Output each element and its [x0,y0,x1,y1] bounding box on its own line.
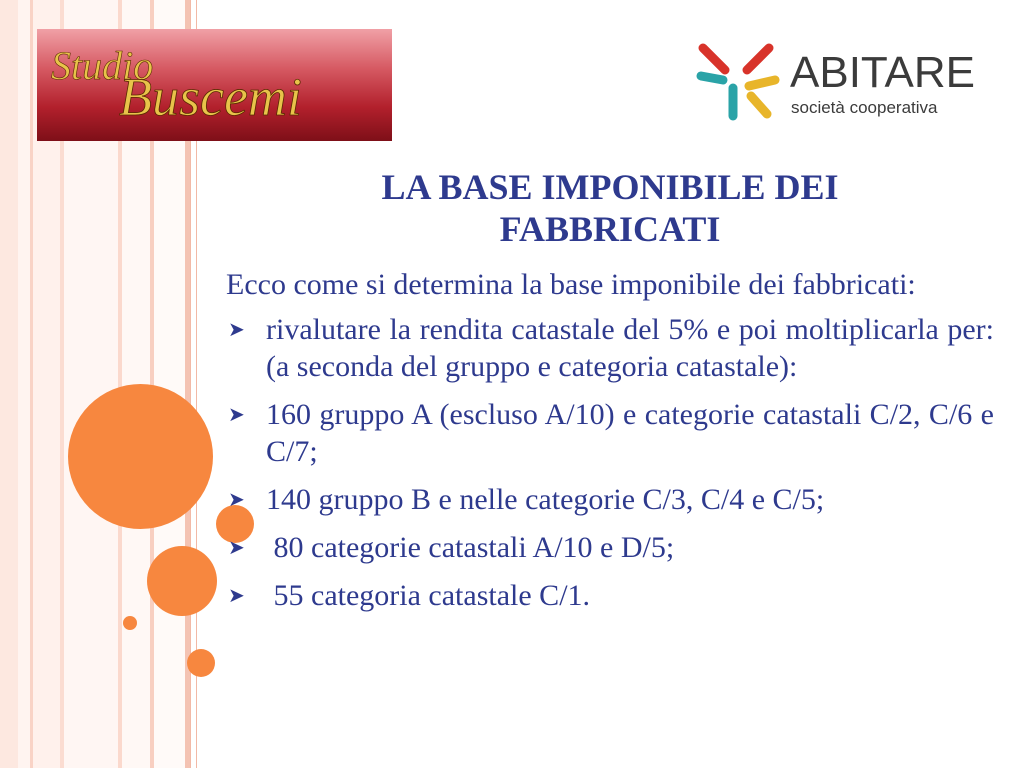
large-circle-decoration [68,384,213,529]
intro-text: Ecco come si determina la base imponibile dei fabbricati: [226,268,916,301]
arrowhead-bullet-icon: ➤ [228,404,245,426]
bullet-text: 55 categoria catastale C/1. [266,579,591,612]
abitare-symbol-icon [695,40,785,122]
tiny-circle-decoration [123,616,137,630]
arrowhead-bullet-icon: ➤ [228,489,245,511]
small-circle-decoration [187,649,215,677]
bullet-text: 140 gruppo B e nelle categorie C/3, C/4 e C/5; [266,483,825,516]
abitare-logo [695,40,985,122]
logo-line2: Buscemi [119,67,302,127]
slide-title [220,166,1000,250]
bullet-text: 80 categorie catastali A/10 e D/5; [266,531,675,564]
title-line2: FABBRICATI [499,209,721,249]
arrowhead-bullet-icon: ➤ [228,319,245,341]
bullet-text: rivalutare la rendita catastale del 5% e poi moltiplicarla per: (a seconda del gruppo e categoria catastale): [266,313,994,383]
list-item [226,311,994,385]
list-item [226,396,994,470]
list-item [226,481,994,518]
arrowhead-bullet-icon: ➤ [228,585,245,607]
abitare-subtitle: società cooperativa [791,98,938,117]
studio-buscemi-logo [37,29,392,141]
abitare-name: ABITARE [790,48,976,97]
slide-body [226,266,994,625]
logo-line1: Studio [51,43,154,88]
medium-circle-decoration [147,546,217,616]
list-item [226,529,994,566]
arrowhead-bullet-icon: ➤ [228,537,245,559]
bullet-text: 160 gruppo A (escluso A/10) e categorie catastali C/2, C/6 e C/7; [266,398,994,468]
title-line1: LA BASE IMPONIBILE DEI [381,167,839,207]
list-item [226,577,994,614]
